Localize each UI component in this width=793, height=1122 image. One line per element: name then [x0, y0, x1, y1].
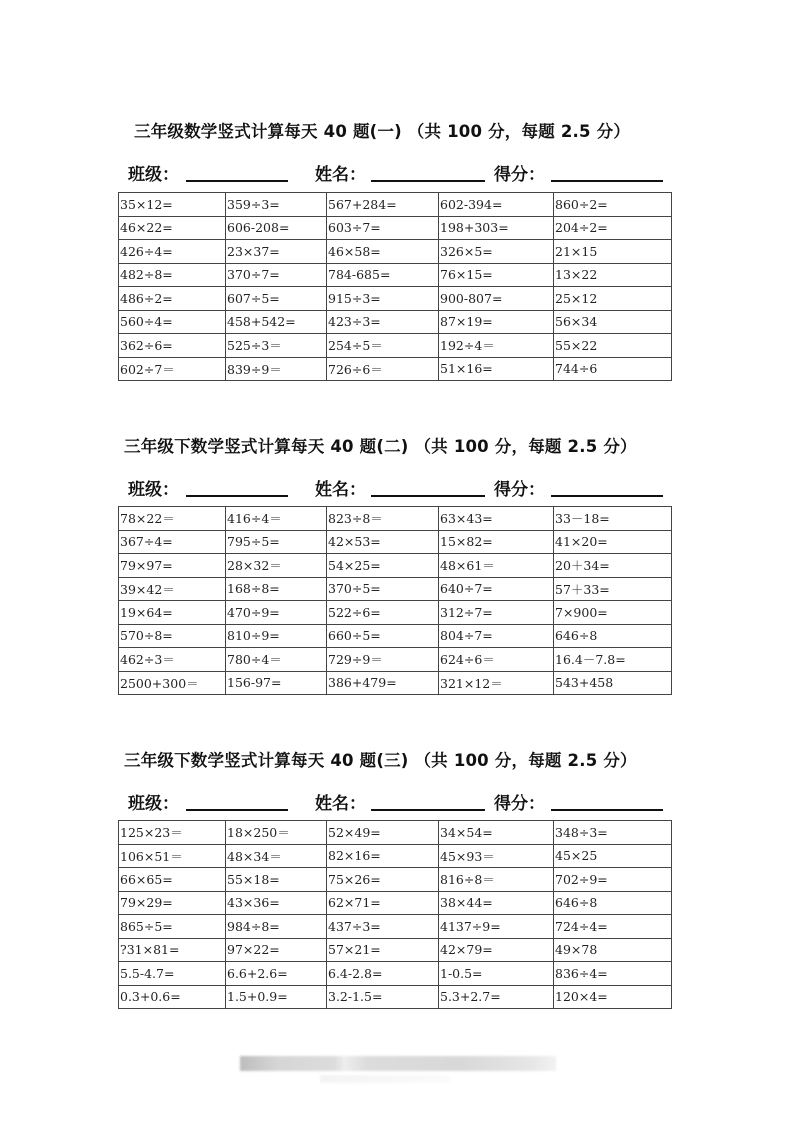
problem-cell: 823÷8＝ [327, 507, 439, 531]
problem-cell: 462÷3＝ [119, 648, 226, 672]
table-row [119, 530, 672, 554]
problem-cell: 2500+300＝ [119, 671, 226, 695]
problem-cell: 63×43= [439, 507, 554, 531]
problem-cell: 744÷6 [554, 357, 672, 381]
problem-cell: 45×25 [554, 844, 672, 868]
problem-cell: 56×34 [554, 310, 672, 334]
problem-cell: 367÷4= [119, 530, 226, 554]
table-row [119, 287, 672, 311]
problem-cell: 55×18= [226, 868, 327, 892]
problem-cell: 486÷2= [119, 287, 226, 311]
problem-cell: 48×61＝ [439, 554, 554, 578]
score-label: 得分： [494, 794, 545, 814]
problem-cell: 42×53= [327, 530, 439, 554]
problem-cell: 168÷8= [226, 577, 327, 601]
problem-cell: 125×23＝ [119, 821, 226, 845]
problem-cell: 606-208= [226, 216, 327, 240]
problem-cell: 25×12 [554, 287, 672, 311]
problem-cell: 784-685= [327, 263, 439, 287]
problem-cell: 5.5-4.7= [119, 962, 226, 986]
score-label: 得分： [494, 165, 545, 185]
problem-cell: 860÷2= [554, 193, 672, 217]
problem-cell: 865÷5= [119, 915, 226, 939]
table-row [119, 868, 672, 892]
table-row [119, 915, 672, 939]
problem-table [118, 192, 672, 381]
problem-cell: 19×64= [119, 601, 226, 625]
problem-cell: 624÷6＝ [439, 648, 554, 672]
problem-cell: 567+284= [327, 193, 439, 217]
problem-cell: 39×42＝ [119, 577, 226, 601]
problem-cell: 55×22 [554, 334, 672, 358]
blurred-footer-watermark-sub [320, 1075, 450, 1083]
problem-table [118, 820, 672, 1009]
problem-cell: 78×22＝ [119, 507, 226, 531]
problem-cell: 900-807= [439, 287, 554, 311]
problem-cell: 1.5+0.9= [226, 985, 327, 1009]
problem-cell: 726÷6＝ [327, 357, 439, 381]
problem-cell: 602-394= [439, 193, 554, 217]
problem-cell: 48×34＝ [226, 844, 327, 868]
problem-cell: 416÷4＝ [226, 507, 327, 531]
problem-cell: 386+479= [327, 671, 439, 695]
problem-cell: 3.2-1.5= [327, 985, 439, 1009]
problem-cell: 57＋33= [554, 577, 672, 601]
name-label: 姓名： [315, 794, 366, 814]
table-row [119, 648, 672, 672]
problem-cell: 729÷9＝ [327, 648, 439, 672]
problem-cell: 795÷5= [226, 530, 327, 554]
problem-cell: 0.3+0.6= [119, 985, 226, 1009]
problem-cell: 43×36= [226, 891, 327, 915]
problem-cell: 66×65= [119, 868, 226, 892]
problem-cell: 724÷4= [554, 915, 672, 939]
problem-cell: 82×16= [327, 844, 439, 868]
worksheet-title: 三年级下数学竖式计算每天 40 题(三) （共 100 分，每题 2.5 分） [124, 751, 637, 770]
class-label: 班级： [128, 794, 179, 814]
worksheet-title: 三年级下数学竖式计算每天 40 题(二) （共 100 分，每题 2.5 分） [124, 437, 637, 456]
table-row [119, 507, 672, 531]
problem-cell: 97×22= [226, 938, 327, 962]
problem-cell: 525÷3＝ [226, 334, 327, 358]
class-blank-line[interactable] [186, 180, 288, 182]
problem-cell: 370÷5= [327, 577, 439, 601]
problem-cell: 780÷4＝ [226, 648, 327, 672]
problem-cell: 426÷4= [119, 240, 226, 264]
problem-cell: 52×49= [327, 821, 439, 845]
problem-cell: 79×29= [119, 891, 226, 915]
name-blank-line[interactable] [371, 495, 485, 497]
table-row [119, 671, 672, 695]
table-row [119, 577, 672, 601]
class-blank-line[interactable] [186, 495, 288, 497]
table-row [119, 601, 672, 625]
problem-cell: 75×26= [327, 868, 439, 892]
table-row [119, 554, 672, 578]
problem-cell: 362÷6= [119, 334, 226, 358]
table-row [119, 962, 672, 986]
problem-cell: 42×79= [439, 938, 554, 962]
problem-cell: 1-0.5= [439, 962, 554, 986]
problem-cell: 640÷7= [439, 577, 554, 601]
problem-cell: 79×97= [119, 554, 226, 578]
problem-cell: 7×900= [554, 601, 672, 625]
problem-cell: 836÷4= [554, 962, 672, 986]
problem-cell: 570÷8= [119, 624, 226, 648]
problem-cell: 984÷8= [226, 915, 327, 939]
problem-cell: 646÷8 [554, 891, 672, 915]
problem-cell: 76×15= [439, 263, 554, 287]
problem-cell: 192÷4＝ [439, 334, 554, 358]
problem-cell: 45×93＝ [439, 844, 554, 868]
problem-cell: 15×82= [439, 530, 554, 554]
problem-cell: ?31×81= [119, 938, 226, 962]
problem-cell: 359÷3= [226, 193, 327, 217]
problem-cell: 522÷6= [327, 601, 439, 625]
name-blank-line[interactable] [371, 809, 485, 811]
problem-cell: 839÷9＝ [226, 357, 327, 381]
class-label: 班级： [128, 480, 179, 500]
problem-cell: 6.4-2.8= [327, 962, 439, 986]
class-label: 班级： [128, 165, 179, 185]
problem-cell: 321×12＝ [439, 671, 554, 695]
table-row [119, 844, 672, 868]
problem-cell: 13×22 [554, 263, 672, 287]
table-row [119, 938, 672, 962]
problem-cell: 34×54= [439, 821, 554, 845]
score-label: 得分： [494, 480, 545, 500]
problem-cell: 106×51＝ [119, 844, 226, 868]
table-row [119, 821, 672, 845]
problem-cell: 4137÷9= [439, 915, 554, 939]
problem-cell: 560÷4= [119, 310, 226, 334]
problem-cell: 702÷9= [554, 868, 672, 892]
class-blank-line[interactable] [186, 809, 288, 811]
score-blank-line[interactable] [551, 180, 663, 182]
table-row [119, 193, 672, 217]
score-blank-line[interactable] [551, 495, 663, 497]
problem-cell: 33－18= [554, 507, 672, 531]
problem-cell: 470÷9= [226, 601, 327, 625]
problem-cell: 602÷7＝ [119, 357, 226, 381]
problem-cell: 198+303= [439, 216, 554, 240]
problem-cell: 915÷3= [327, 287, 439, 311]
problem-cell: 20＋34= [554, 554, 672, 578]
table-row [119, 240, 672, 264]
problem-cell: 54×25= [327, 554, 439, 578]
score-blank-line[interactable] [551, 809, 663, 811]
table-row [119, 334, 672, 358]
problem-cell: 18×250＝ [226, 821, 327, 845]
problem-cell: 156-97= [226, 671, 327, 695]
problem-cell: 35×12= [119, 193, 226, 217]
problem-cell: 326×5= [439, 240, 554, 264]
problem-cell: 51×16= [439, 357, 554, 381]
problem-cell: 810÷9= [226, 624, 327, 648]
problem-cell: 423÷3= [327, 310, 439, 334]
problem-cell: 254÷5＝ [327, 334, 439, 358]
problem-cell: 49×78 [554, 938, 672, 962]
problem-cell: 348÷3= [554, 821, 672, 845]
problem-cell: 16.4－7.8= [554, 648, 672, 672]
problem-cell: 62×71= [327, 891, 439, 915]
problem-cell: 57×21= [327, 938, 439, 962]
problem-cell: 660÷5= [327, 624, 439, 648]
problem-cell: 312÷7= [439, 601, 554, 625]
table-row [119, 891, 672, 915]
name-blank-line[interactable] [371, 180, 485, 182]
blurred-footer-watermark [240, 1056, 556, 1071]
problem-cell: 87×19= [439, 310, 554, 334]
problem-cell: 28×32＝ [226, 554, 327, 578]
problem-cell: 804÷7= [439, 624, 554, 648]
problem-cell: 120×4= [554, 985, 672, 1009]
problem-cell: 5.3+2.7= [439, 985, 554, 1009]
problem-cell: 482÷8= [119, 263, 226, 287]
name-label: 姓名： [315, 480, 366, 500]
table-row [119, 310, 672, 334]
problem-cell: 603÷7= [327, 216, 439, 240]
problem-cell: 607÷5= [226, 287, 327, 311]
problem-cell: 543+458 [554, 671, 672, 695]
problem-cell: 23×37= [226, 240, 327, 264]
problem-cell: 21×15 [554, 240, 672, 264]
problem-cell: 6.6+2.6= [226, 962, 327, 986]
table-row [119, 357, 672, 381]
table-row [119, 985, 672, 1009]
problem-cell: 458+542= [226, 310, 327, 334]
problem-table [118, 506, 672, 695]
table-row [119, 263, 672, 287]
problem-cell: 41×20= [554, 530, 672, 554]
worksheet-title: 三年级数学竖式计算每天 40 题(一) （共 100 分，每题 2.5 分） [134, 122, 631, 141]
problem-cell: 437÷3= [327, 915, 439, 939]
problem-cell: 204÷2= [554, 216, 672, 240]
problem-cell: 38×44= [439, 891, 554, 915]
problem-cell: 646÷8 [554, 624, 672, 648]
name-label: 姓名： [315, 165, 366, 185]
table-row [119, 624, 672, 648]
problem-cell: 816÷8＝ [439, 868, 554, 892]
problem-cell: 46×22= [119, 216, 226, 240]
table-row [119, 216, 672, 240]
problem-cell: 370÷7= [226, 263, 327, 287]
problem-cell: 46×58= [327, 240, 439, 264]
